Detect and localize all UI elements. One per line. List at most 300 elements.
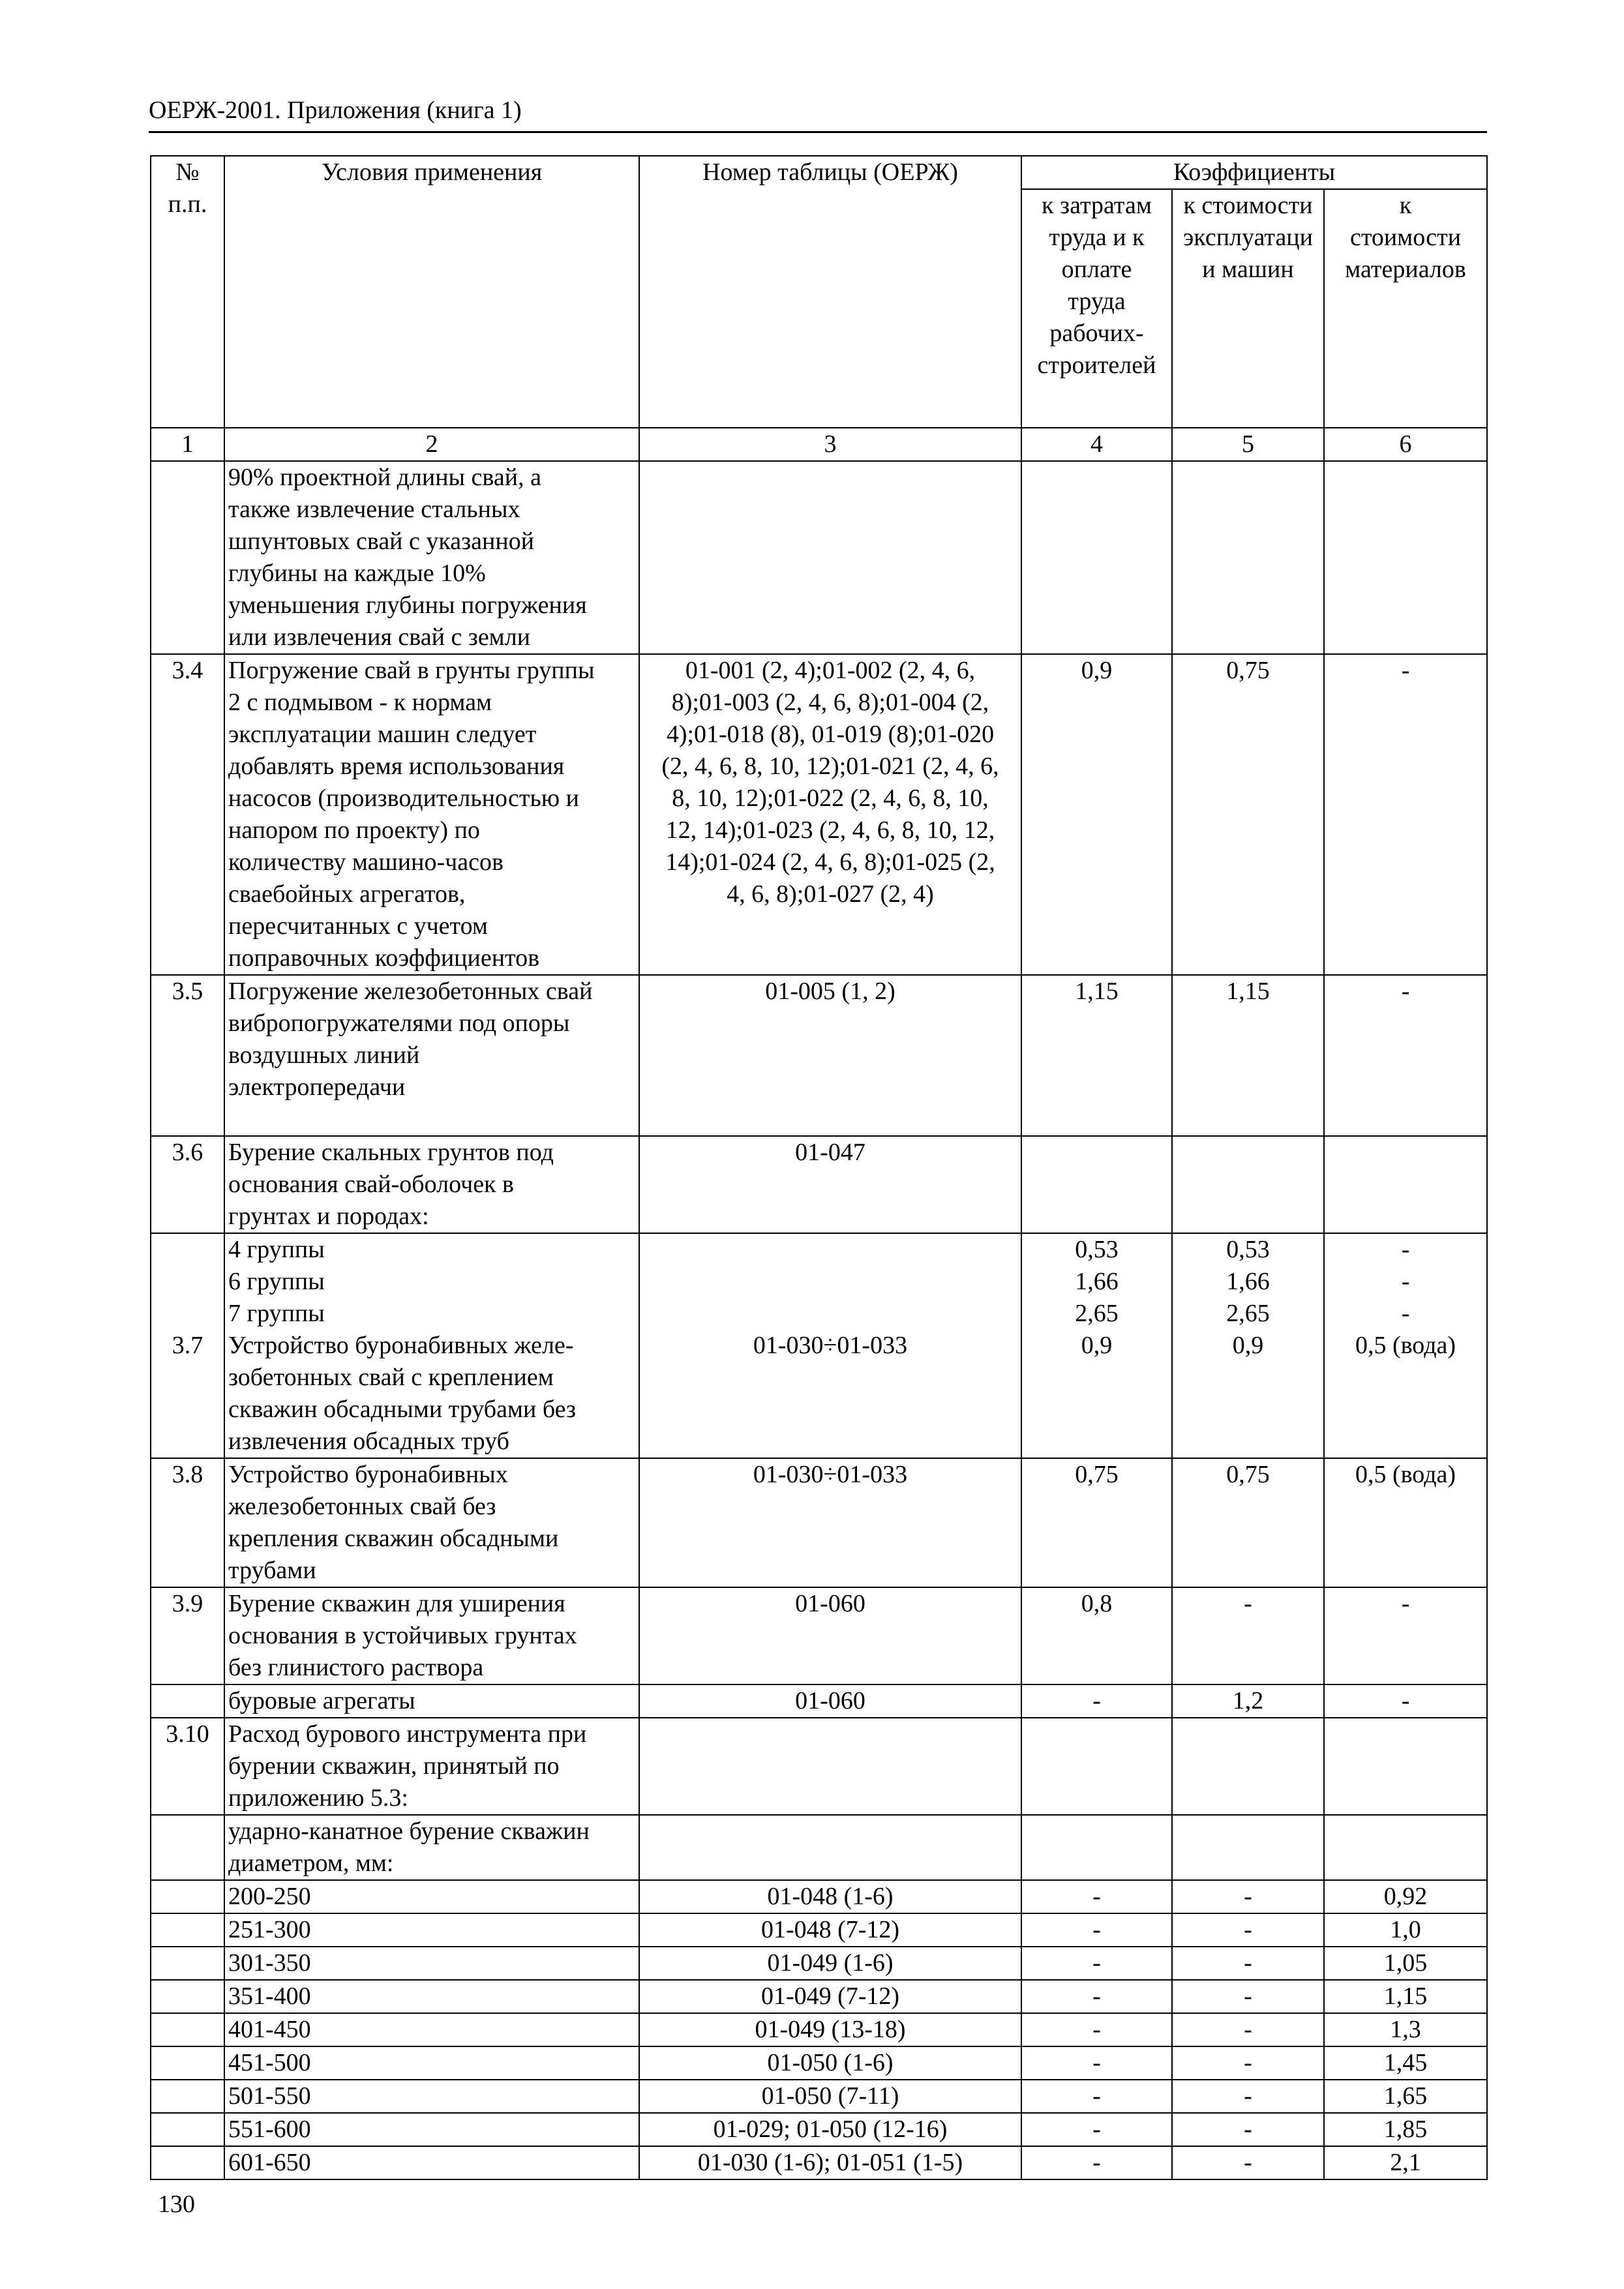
cell-machine-coef-line: 1,66 [1226, 1268, 1270, 1295]
table-row [151, 654, 1487, 975]
cell-material-coef-line: 1,65 [1383, 2082, 1428, 2110]
cell-num [151, 2146, 224, 2179]
cell-labor-coef [1021, 2146, 1172, 2179]
cell-conditions [224, 2080, 639, 2113]
cell-machine-coef [1172, 1947, 1324, 1980]
cell-material-coef [1324, 654, 1487, 975]
cell-table-number [639, 1880, 1021, 1913]
cell-material-coef [1324, 1913, 1487, 1947]
cell-machine-coef-line: - [1244, 1590, 1252, 1617]
cell-table-number [639, 2080, 1021, 2113]
cell-conditions-line: Бурение скважин для уширения [228, 1590, 565, 1617]
header-coefficients: Коэффициенты [1021, 156, 1487, 189]
cell-labor-coef [1021, 1815, 1172, 1880]
table-row [151, 2046, 1487, 2080]
cell-table-number [639, 1136, 1021, 1233]
cell-machine-coef [1172, 1684, 1324, 1718]
table-row [151, 2113, 1487, 2146]
cell-material-coef [1324, 1880, 1487, 1913]
cell-machine-coef-line: - [1244, 1949, 1252, 1977]
cell-table-number [639, 1233, 1021, 1458]
cell-labor-coef-line: - [1092, 1883, 1101, 1910]
cell-material-coef [1324, 461, 1487, 654]
row-number [155, 1947, 220, 1979]
cell-table-number-line: 01-048 (7-12) [760, 1916, 900, 1943]
cell-material-coef [1324, 1136, 1487, 1233]
cell-labor-coef-line: 0,9 [1081, 1332, 1113, 1359]
cell-num [151, 1587, 224, 1684]
row-number: 3.8 [172, 1461, 203, 1488]
row-number: 3.6 [172, 1139, 203, 1166]
cell-num [151, 1913, 224, 1947]
row-number: 3.4 [172, 657, 203, 684]
header-machines-line: и машин [1202, 256, 1294, 283]
cell-conditions-line: основания в устойчивых грунтах [228, 1622, 577, 1649]
cell-machine-coef-line: - [1244, 1916, 1252, 1943]
cell-num [151, 1684, 224, 1718]
cell-labor-coef-line: - [1092, 2082, 1101, 2110]
cell-num [151, 1815, 224, 1880]
cell-table-number-line: 8, 10, 12);01-022 (2, 4, 6, 8, 10, [672, 785, 989, 812]
header-table-number: Номер таблицы (ОЕРЖ) [639, 156, 1021, 428]
cell-conditions [224, 1684, 639, 1718]
cell-conditions [224, 2013, 639, 2046]
cell-conditions [224, 1458, 639, 1587]
header-num-line: № [175, 158, 200, 186]
cell-conditions-line: без глинистого раствора [228, 1654, 484, 1681]
column-number: 2 [224, 428, 639, 461]
cell-conditions [224, 1815, 639, 1880]
cell-table-number-line: 01-030÷01-033 [753, 1332, 908, 1359]
cell-machine-coef-line: 0,75 [1226, 1461, 1270, 1488]
column-number: 6 [1324, 428, 1487, 461]
table-row [151, 1947, 1487, 1980]
row-number [155, 2147, 220, 2179]
cell-table-number-line: 01-060 [795, 1590, 865, 1617]
header-labor [1021, 189, 1172, 428]
cell-machine-coef [1172, 1458, 1324, 1587]
cell-table-number-line [643, 1298, 1017, 1330]
table-row [151, 1233, 1487, 1458]
header-num-line: п.п. [168, 190, 207, 218]
cell-machine-coef [1172, 975, 1324, 1136]
cell-labor-coef-line: 0,53 [1075, 1236, 1119, 1263]
cell-table-number [639, 1980, 1021, 2013]
cell-machine-coef-line: 0,75 [1226, 657, 1270, 684]
cell-table-number-line: 01-029; 01-050 (12-16) [713, 2116, 948, 2143]
cell-num [151, 2113, 224, 2146]
cell-num [151, 2080, 224, 2113]
header-materials-line: к [1399, 192, 1412, 219]
cell-table-number [639, 461, 1021, 654]
cell-conditions-line: скважин обсадными трубами без [228, 1396, 577, 1423]
cell-labor-coef-line: 0,75 [1075, 1461, 1119, 1488]
cell-table-number-line: 01-001 (2, 4);01-002 (2, 4, 6, [685, 657, 976, 684]
cell-conditions-line: крепления скважин обсадными [228, 1525, 559, 1552]
cell-conditions-line: или извлечения свай с земли [228, 623, 531, 651]
cell-conditions [224, 1718, 639, 1815]
cell-machine-coef [1172, 1880, 1324, 1913]
cell-machine-coef-line: - [1244, 1982, 1252, 2010]
cell-table-number [639, 1458, 1021, 1587]
row-number [155, 1816, 220, 1848]
cell-conditions [224, 975, 639, 1136]
cell-table-number-line: 01-049 (1-6) [767, 1949, 894, 1977]
cell-table-number-line [643, 1234, 1017, 1266]
cell-conditions-line: 301-350 [228, 1949, 311, 1977]
table-row [151, 2146, 1487, 2179]
row-number [155, 1914, 220, 1946]
cell-material-coef-line: 1,15 [1383, 1982, 1428, 2010]
table-body [151, 461, 1487, 2179]
cell-machine-coef-line: - [1244, 1883, 1252, 1910]
cell-table-number [639, 2146, 1021, 2179]
cell-conditions-line: 90% проектной длины свай, а [228, 464, 541, 491]
cell-table-number-line: 01-048 (1-6) [767, 1883, 894, 1910]
cell-conditions-line: напором по проекту) по [228, 816, 480, 844]
spacer [155, 1234, 220, 1266]
cell-conditions [224, 1233, 639, 1458]
cell-material-coef [1324, 1815, 1487, 1880]
cell-conditions-line: 7 группы [228, 1300, 325, 1327]
cell-labor-coef [1021, 2080, 1172, 2113]
header-rule [149, 131, 1487, 133]
cell-table-number [639, 2013, 1021, 2046]
cell-conditions-line: 200-250 [228, 1883, 311, 1910]
cell-num [151, 1980, 224, 2013]
cell-num [151, 2013, 224, 2046]
cell-table-number [639, 975, 1021, 1136]
cell-conditions-line: добавлять время использования [228, 753, 565, 780]
cell-labor-coef [1021, 1136, 1172, 1233]
cell-machine-coef-line: - [1244, 2149, 1252, 2176]
cell-conditions-line: Погружение железобетонных свай [228, 978, 593, 1005]
cell-conditions [224, 1947, 639, 1980]
cell-conditions [224, 1980, 639, 2013]
cell-conditions-line: вибропогружателями под опоры [228, 1010, 570, 1037]
cell-conditions-line: железобетонных свай без [228, 1493, 496, 1520]
table-row [151, 1815, 1487, 1880]
cell-table-number [639, 2113, 1021, 2146]
cell-labor-coef-line: 2,65 [1075, 1300, 1119, 1327]
cell-conditions [224, 2113, 639, 2146]
cell-labor-coef [1021, 461, 1172, 654]
cell-conditions-line: буровые агрегаты [228, 1687, 415, 1714]
cell-conditions-line: Расход бурового инструмента при [228, 1720, 587, 1748]
table-row [151, 1980, 1487, 2013]
cell-table-number [639, 2046, 1021, 2080]
header-labor-line: труда и к [1049, 224, 1145, 251]
cell-table-number [639, 1947, 1021, 1980]
cell-machine-coef-line: - [1244, 2082, 1252, 2110]
cell-labor-coef-line: - [1092, 2049, 1101, 2076]
cell-material-coef-line: 1,0 [1390, 1916, 1421, 1943]
cell-num [151, 1136, 224, 1233]
page-number: 130 [158, 2191, 195, 2218]
cell-labor-coef [1021, 1587, 1172, 1684]
cell-num [151, 975, 224, 1136]
cell-material-coef-line: - [1401, 1300, 1410, 1327]
cell-labor-coef [1021, 1684, 1172, 1718]
cell-conditions-line: основания свай-оболочек в [228, 1171, 514, 1198]
cell-table-number-line: 01-060 [795, 1687, 865, 1714]
cell-table-number-line: 8);01-003 (2, 4, 6, 8);01-004 (2, [671, 689, 989, 716]
cell-conditions-line: 451-500 [228, 2049, 311, 2076]
cell-table-number-line: 4, 6, 8);01-027 (2, 4) [727, 880, 934, 908]
cell-conditions-line: Устройство буронабивных [228, 1461, 508, 1488]
cell-machine-coef [1172, 2013, 1324, 2046]
cell-machine-coef-line: 2,65 [1226, 1300, 1270, 1327]
cell-conditions-line: ударно-канатное бурение скважин [228, 1818, 590, 1845]
row-number [155, 2014, 220, 2046]
cell-material-coef-line: 1,05 [1383, 1949, 1428, 1977]
cell-table-number-line: 01-049 (7-12) [760, 1982, 900, 2010]
cell-machine-coef [1172, 2046, 1324, 2080]
header-machines-line: к стоимости [1183, 192, 1313, 219]
cell-conditions-line: количеству машино-часов [228, 848, 504, 876]
table-row [151, 2080, 1487, 2113]
table-row [151, 1718, 1487, 1815]
cell-material-coef-line: - [1401, 1268, 1410, 1295]
cell-table-number-line: 01-050 (7-11) [761, 2082, 899, 2110]
cell-material-coef [1324, 1980, 1487, 2013]
cell-labor-coef [1021, 1458, 1172, 1587]
cell-table-number-line: 14);01-024 (2, 4, 6, 8);01-025 (2, [665, 848, 995, 876]
cell-conditions-line: диаметром, мм: [228, 1849, 394, 1877]
cell-conditions [224, 654, 639, 975]
cell-material-coef-line: 0,92 [1383, 1883, 1428, 1910]
cell-conditions-line: зобетонных свай с креплением [228, 1364, 554, 1391]
cell-machine-coef-line: - [1244, 2016, 1252, 2043]
header-labor-line: оплате [1061, 256, 1132, 283]
cell-conditions-line: извлечения обсадных труб [228, 1428, 509, 1455]
cell-table-number-line [643, 1266, 1017, 1298]
table-row [151, 2013, 1487, 2046]
cell-machine-coef [1172, 1136, 1324, 1233]
row-number [155, 2080, 220, 2112]
header-conditions: Условия применения [224, 156, 639, 428]
cell-num [151, 654, 224, 975]
column-number: 5 [1172, 428, 1324, 461]
cell-conditions-line: бурении скважин, принятый по [228, 1752, 560, 1780]
cell-table-number [639, 1913, 1021, 1947]
row-number: 3.9 [172, 1590, 203, 1617]
cell-conditions-line: 601-650 [228, 2149, 311, 2176]
cell-material-coef-line: 1,45 [1383, 2049, 1428, 2076]
cell-table-number [639, 1587, 1021, 1684]
cell-material-coef [1324, 1587, 1487, 1684]
header-num [151, 156, 224, 428]
page-header-title: ОЕРЖ-2001. Приложения (книга 1) [149, 97, 522, 124]
cell-conditions-line: Устройство буронабивных желе- [228, 1332, 574, 1359]
cell-material-coef [1324, 2146, 1487, 2179]
cell-labor-coef-line: 1,66 [1075, 1268, 1119, 1295]
cell-labor-coef [1021, 1718, 1172, 1815]
cell-machine-coef [1172, 2080, 1324, 2113]
table-row [151, 1880, 1487, 1913]
cell-conditions-line: 351-400 [228, 1982, 311, 2010]
cell-labor-coef [1021, 1980, 1172, 2013]
cell-conditions [224, 1587, 639, 1684]
cell-num [151, 1880, 224, 1913]
row-number [155, 1881, 220, 1913]
header-labor-line: строителей [1037, 352, 1156, 379]
cell-labor-coef-line: 0,9 [1081, 657, 1113, 684]
cell-material-coef-line: - [1401, 1687, 1410, 1714]
header-machines-line: эксплуатаци [1183, 224, 1313, 251]
column-numbers-row [151, 428, 1487, 461]
cell-table-number-line: (2, 4, 6, 8, 10, 12);01-021 (2, 4, 6, [661, 753, 999, 780]
cell-table-number-line: 4);01-018 (8), 01-019 (8);01-020 [666, 721, 995, 748]
cell-labor-coef-line: - [1092, 2149, 1101, 2176]
cell-material-coef-line: 0,5 (вода) [1355, 1332, 1456, 1359]
cell-conditions-line: также извлечение стальных [228, 496, 520, 523]
cell-conditions [224, 2146, 639, 2179]
header-machines [1172, 189, 1324, 428]
cell-machine-coef [1172, 1913, 1324, 1947]
cell-material-coef [1324, 1947, 1487, 1980]
cell-material-coef [1324, 1458, 1487, 1587]
cell-material-coef-line: - [1401, 1590, 1410, 1617]
cell-labor-coef-line: - [1092, 1949, 1101, 1977]
cell-labor-coef-line: 0,8 [1081, 1590, 1113, 1617]
cell-machine-coef-line: 1,2 [1232, 1687, 1264, 1714]
cell-conditions-line: 501-550 [228, 2082, 311, 2110]
cell-labor-coef [1021, 1947, 1172, 1980]
cell-material-coef [1324, 975, 1487, 1136]
cell-conditions [224, 461, 639, 654]
cell-conditions [224, 2046, 639, 2080]
header-row-top [151, 156, 1487, 189]
header-materials [1324, 189, 1487, 428]
cell-conditions-line: сваебойных агрегатов, [228, 880, 466, 908]
table-row [151, 1913, 1487, 1947]
cell-conditions-line: пересчитанных с учетом [228, 912, 488, 940]
cell-conditions-line: поправочных коэффициентов [228, 944, 540, 972]
row-number: 3.7 [172, 1332, 203, 1359]
cell-machine-coef [1172, 1980, 1324, 2013]
cell-table-number [639, 654, 1021, 975]
cell-conditions-line: глубины на каждые 10% [228, 560, 486, 587]
cell-conditions-line: 551-600 [228, 2116, 311, 2143]
header-labor-line: к затратам [1042, 192, 1152, 219]
cell-conditions-line: 251-300 [228, 1916, 311, 1943]
table-row [151, 461, 1487, 654]
table-row [151, 1684, 1487, 1718]
cell-machine-coef-line: - [1244, 2116, 1252, 2143]
cell-material-coef-line: - [1401, 1236, 1410, 1263]
cell-labor-coef-line: - [1092, 1982, 1101, 2010]
cell-material-coef-line: 1,3 [1390, 2016, 1421, 2043]
cell-conditions-line: эксплуатации машин следует [228, 721, 537, 748]
cell-material-coef-line: 2,1 [1390, 2149, 1421, 2176]
cell-labor-coef-line: 1,15 [1075, 978, 1119, 1005]
cell-table-number-line: 01-030 (1-6); 01-051 (1-5) [697, 2149, 963, 2176]
row-number [155, 1981, 220, 2012]
cell-material-coef-line: - [1401, 657, 1410, 684]
cell-table-number-line: 01-049 (13-18) [755, 2016, 906, 2043]
cell-num [151, 1233, 224, 1458]
cell-conditions [224, 1880, 639, 1913]
cell-num [151, 461, 224, 654]
cell-material-coef-line: - [1401, 978, 1410, 1005]
row-number: 3.5 [172, 978, 203, 1005]
cell-machine-coef [1172, 654, 1324, 975]
cell-num [151, 1947, 224, 1980]
cell-material-coef [1324, 2113, 1487, 2146]
cell-conditions-line: трубами [228, 1557, 316, 1584]
cell-conditions-line: воздушных линий [228, 1041, 420, 1069]
cell-material-coef [1324, 1718, 1487, 1815]
cell-material-coef [1324, 2080, 1487, 2113]
row-number [155, 2114, 220, 2146]
cell-table-number-line: 01-047 [795, 1139, 865, 1166]
cell-labor-coef-line: - [1092, 2116, 1101, 2143]
spacer [155, 1266, 220, 1298]
cell-labor-coef [1021, 1913, 1172, 1947]
cell-machine-coef [1172, 461, 1324, 654]
spacer [155, 1298, 220, 1330]
cell-num [151, 2046, 224, 2080]
table-row [151, 975, 1487, 1136]
row-number [155, 462, 220, 494]
cell-labor-coef-line: - [1092, 2016, 1101, 2043]
cell-machine-coef-line: - [1244, 2049, 1252, 2076]
cell-machine-coef [1172, 1815, 1324, 1880]
cell-labor-coef [1021, 975, 1172, 1136]
cell-machine-coef [1172, 1233, 1324, 1458]
cell-conditions [224, 1136, 639, 1233]
cell-conditions-line: насосов (производительностью и [228, 785, 579, 812]
table-row [151, 1587, 1487, 1684]
cell-conditions-line: 4 группы [228, 1236, 325, 1263]
cell-conditions-line: 2 с подмывом - к нормам [228, 689, 492, 716]
cell-machine-coef [1172, 2113, 1324, 2146]
row-number [155, 1685, 220, 1717]
column-number: 3 [639, 428, 1021, 461]
column-number: 1 [151, 428, 224, 461]
cell-conditions-line: 6 группы [228, 1268, 325, 1295]
table-row [151, 1458, 1487, 1587]
cell-conditions-line: шпунтовых свай с указанной [228, 528, 535, 555]
column-number: 4 [1021, 428, 1172, 461]
cell-conditions-line: грунтах и породах: [228, 1203, 429, 1230]
cell-table-number-line: 01-005 (1, 2) [765, 978, 895, 1005]
header-labor-line: труда [1068, 288, 1126, 315]
cell-conditions-line: электропередачи [228, 1073, 406, 1101]
cell-machine-coef-line: 1,15 [1226, 978, 1270, 1005]
cell-machine-coef-line: 0,9 [1232, 1332, 1264, 1359]
header-materials-line: материалов [1345, 256, 1466, 283]
cell-machine-coef [1172, 1718, 1324, 1815]
row-number [155, 2047, 220, 2079]
cell-labor-coef [1021, 2113, 1172, 2146]
cell-table-number [639, 1815, 1021, 1880]
cell-labor-coef [1021, 2046, 1172, 2080]
cell-material-coef [1324, 1684, 1487, 1718]
cell-conditions-line: приложению 5.3: [228, 1784, 408, 1812]
cell-labor-coef [1021, 654, 1172, 975]
cell-table-number-line: 01-050 (1-6) [767, 2049, 894, 2076]
cell-labor-coef [1021, 1880, 1172, 1913]
cell-table-number [639, 1718, 1021, 1815]
coefficients-table [150, 155, 1488, 2180]
cell-conditions [224, 1913, 639, 1947]
cell-material-coef [1324, 1233, 1487, 1458]
cell-material-coef-line: 1,85 [1383, 2116, 1428, 2143]
cell-machine-coef [1172, 1587, 1324, 1684]
cell-labor-coef [1021, 1233, 1172, 1458]
